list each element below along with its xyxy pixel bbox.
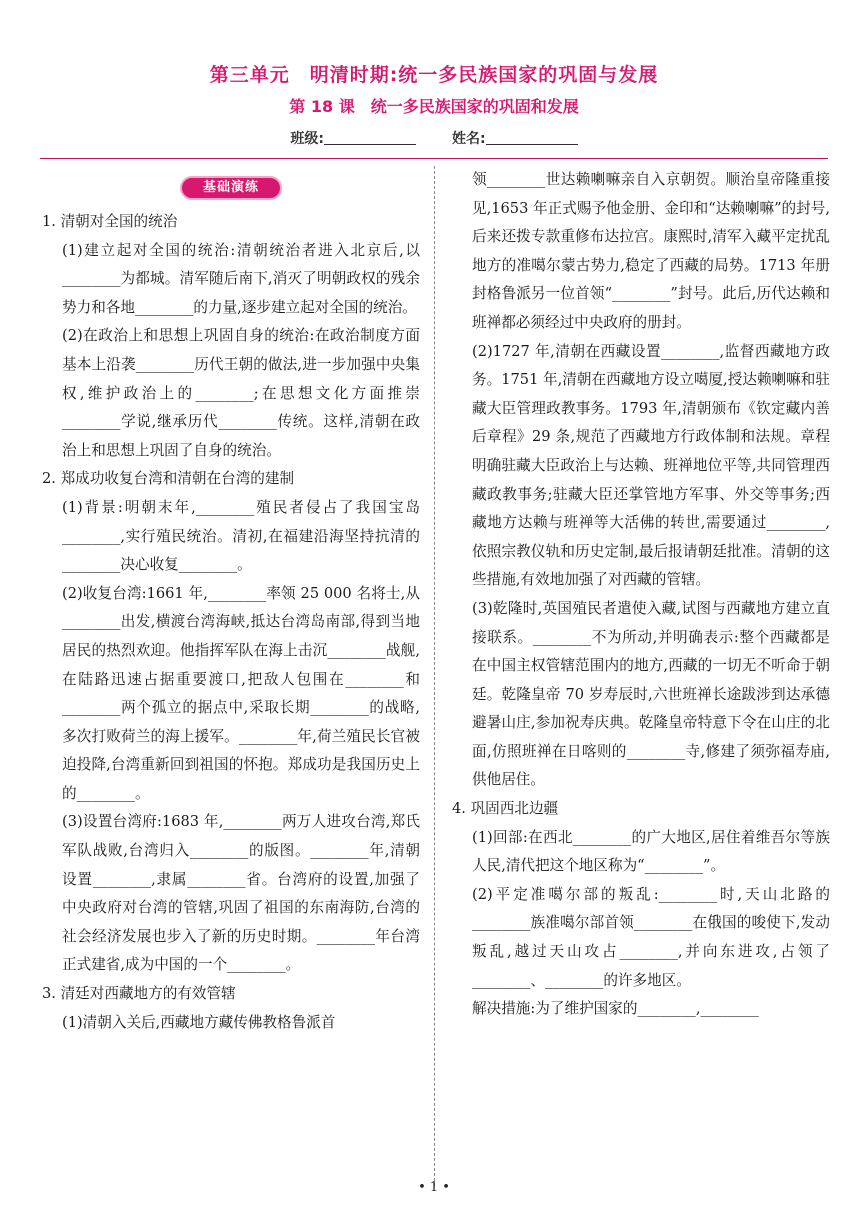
question-paragraph: (3)设置台湾府:1683 年,________两万人进攻台湾,郑氏军队战败,台湾归入________的版图。________年,清朝设置________,隶属________省。台湾府的设置,加强了中央政府对台湾的管辖,巩固了祖国的东南海防,台湾的社会经济发展也步入了新的历史时期。________年台湾正式建省,成为中国的一个________。 (62, 813, 420, 974)
question-paragraph: (3)乾隆时,英国殖民者遣使入藏,试图与西藏地方建立直接联系。________不为所动,并明确表示:整个西藏都是在中国主权管辖范围内的地方,西藏的一切无不听命于朝廷。乾隆皇帝 70 岁寿辰时,六世班禅长途跋涉到达承德避暑山庄,参加祝寿庆典。乾隆皇帝特意下令在山庄的北面,仿照班禅在日喀则的________寺,修建了须弥福寿庙,供他居住。 (472, 599, 830, 789)
right-column (452, 166, 830, 1024)
section-badge: 基础演练 (180, 176, 282, 200)
header-divider (40, 158, 828, 159)
left-column (42, 208, 420, 1037)
name-blank[interactable] (486, 130, 578, 145)
question-paragraph: (2)1727 年,清朝在西藏设置________,监督西藏地方政务。1751 年,清朝在西藏地方设立噶厦,授达赖喇嘛和驻藏大臣管理政教事务。1793 年,清朝颁布《钦定藏内善后章程》29 条,规范了西藏地方行政体制和法规。章程明确驻藏大臣政治上与达赖、班禅地位平等,共同管理西藏政教事务;驻藏大臣还掌管地方军事、外交等事务;西藏地方达赖与班禅等大活佛的转世,需要通过________,依照宗教仪轨和历史定制,最后报请朝廷批准。清朝的这些措施,有效地加强了对西藏的管辖。 (472, 342, 830, 589)
lesson-title: 第 18 课 统一多民族国家的巩固和发展 (289, 97, 579, 116)
class-label: 班级: (290, 131, 324, 147)
question-paragraph: 领________世达赖喇嘛亲自入京朝贺。顺治皇帝隆重接见,1653 年正式赐予他金册、金印和“达赖喇嘛”的封号,后来还拨专款重修布达拉宫。康熙时,清军入藏平定扰乱地方的准噶尔蒙古势力,稳定了西藏的局势。1713 年册封格鲁派另一位首领“________”封号。此后,历代达赖和班禅都必须经过中央政府的册封。 (472, 171, 830, 331)
question-heading: 2. 郑成功收复台湾和清朝在台湾的建制 (42, 470, 295, 488)
student-info-row (0, 128, 868, 148)
question-paragraph: (2)在政治上和思想上巩固自身的统治:在政治制度方面基本上沿袭________历代王朝的做法,进一步加强中央集权,维护政治上的________;在思想文化方面推崇________学说,继承历代________传统。这样,清朝在政治上和思想上巩固了自身的统治。 (62, 327, 420, 459)
question-paragraph: (1)建立起对全国的统治:清朝统治者进入北京后,以________为都城。清军随后南下,消灭了明朝政权的残余势力和各地________的力量,逐步建立起对全国的统治。 (62, 241, 420, 316)
question-paragraph: (2)收复台湾:1661 年,________率领 25 000 名将士,从________出发,横渡台湾海峡,抵达台湾岛南部,得到当地居民的热烈欢迎。他指挥军队在海上击沉________战舰,在陆路迅速占据重要渡口,把敌人包围在________和________两个孤立的据点中,采取长期________的战略,多次打败荷兰的海上援军。________年,荷兰殖民长官被迫投降,台湾重新回到祖国的怀抱。郑成功是我国历史上的________。 (62, 584, 420, 802)
question-heading: 1. 清朝对全国的统治 (42, 213, 178, 230)
class-blank[interactable] (324, 130, 416, 145)
question-paragraph: (2)平定准噶尔部的叛乱:________时,天山北路的________族准噶尔部首领________在俄国的唆使下,发动叛乱,越过天山攻占________,并向东进攻,占领了________、________的许多地区。 (472, 885, 830, 989)
name-label: 姓名: (452, 131, 486, 147)
question-paragraph: (1)清朝入关后,西藏地方藏传佛教格鲁派首 (62, 1013, 336, 1031)
question-paragraph: 解决措施:为了维护国家的________,________ (472, 1000, 759, 1018)
question-paragraph: (1)回部:在西北________的广大地区,居住着维吾尔等族人民,清代把这个地区称为“________”。 (472, 828, 830, 875)
unit-title: 第三单元 明清时期:统一多民族国家的巩固与发展 (209, 64, 659, 86)
column-divider (434, 166, 435, 1186)
page-number: • 1 • (418, 1180, 450, 1195)
question-heading: 4. 巩固西北边疆 (452, 800, 559, 818)
question-paragraph: (1)背景:明朝末年,________殖民者侵占了我国宝岛________,实行殖民统治。清初,在福建沿海坚持抗清的________决心收复________。 (62, 498, 420, 574)
question-heading: 3. 清廷对西藏地方的有效管辖 (42, 985, 236, 1003)
